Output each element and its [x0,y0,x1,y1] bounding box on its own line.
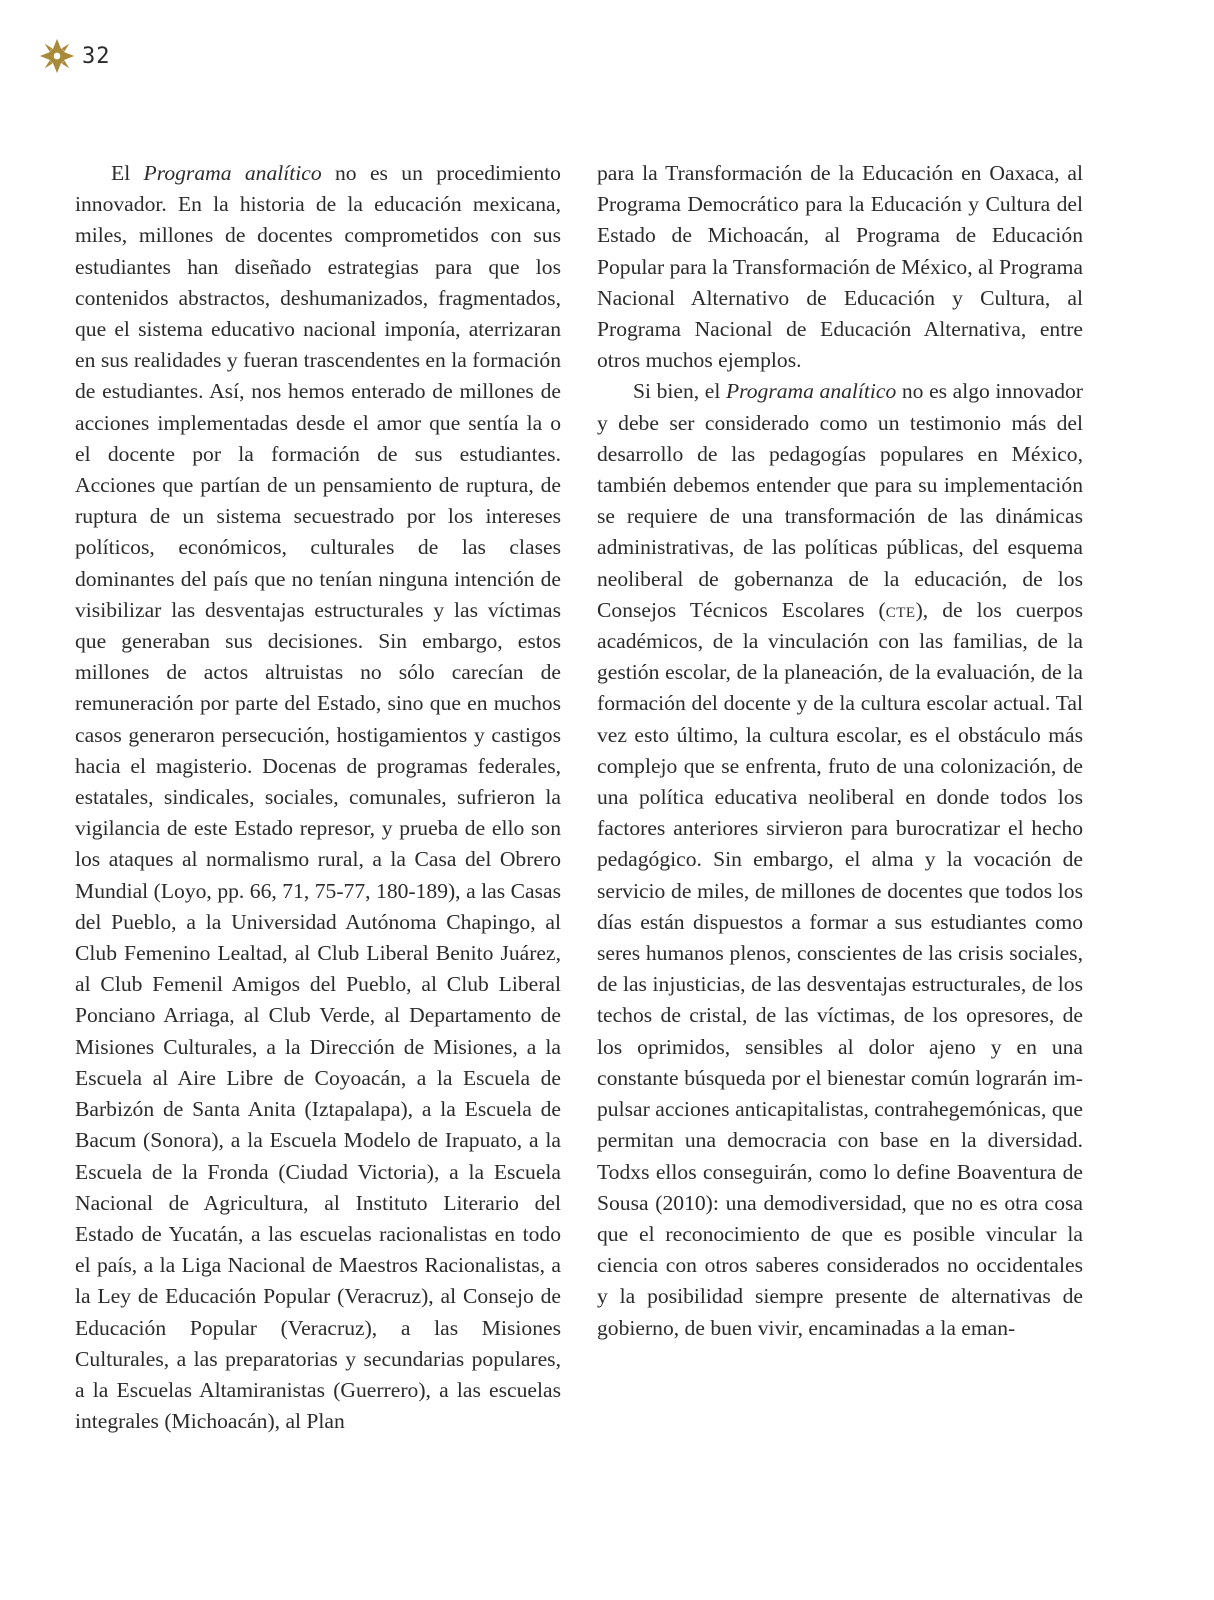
abbreviation: cte [885,597,916,622]
left-column [75,158,561,1437]
body-paragraph: Si bien, el Programa analítico no es algo innovador y debe ser considerado como un testimonio más del desarrollo de las pedagogías populares en México, también debemos entender que para su implementación se requiere de una transformación de las dinámicas administrativas, de las políticas públicas, del esquema neoliberal de gobernanza de la educación, de los Consejos Técnicos Escolares (cte), de los cuerpos académicos, de la vinculación con las familias, de la gestión escolar, de la planeación, de la evaluación, de la formación del docente y de la cultura escolar actual. Tal vez esto último, la cultura escolar, es el obstáculo más complejo que se enfrenta, fruto de una colonización, de una política educativa neoliberal en donde todos los factores anteriores sirvieron para burocratizar el hecho pedagógico. Sin embargo, el alma y la vocación de servicio de miles, de millones de docentes que todos los días están dispuestos a formar a sus estudiantes como seres humanos plenos, conscientes de las crisis sociales, de las injusticias, de las desventajas estructurales, de los techos de cristal, de las víctimas, de los opresores, de los oprimidos, sensibles al dolor ajeno y en una constante búsqueda por el bienestar común lograrán impulsar acciones anticapitalistas, contrahegemónicas, que permitan una democracia con base en la diversidad. Todxs ellos conseguirán, como lo define Boaventura de Sousa (2010): una demodiversidad, que no es otra cosa que el reconocimiento de que es posible vincular la ciencia con otros saberes considerados no occidentales y la posibilidad siempre presente de alternativas de gobierno, de buen vivir, encaminadas a la eman- [597,379,1083,1340]
ornament-flower-icon [38,37,76,75]
emphasis-text: Programa analítico [143,161,322,185]
page-number: 32 [82,43,111,69]
body-paragraph: El Programa analítico no es un procedimiento innovador. En la historia de la educación mexicana, miles, millones de docentes comprometidos con sus estudiantes han diseñado estrategias para que los contenidos abstractos, deshumanizados, fragmentados, que el sistema educativo nacional imponía, aterrizaran en sus realidades y fueran trascendentes en la formación de estudiantes. Así, nos hemos enterado de millones de acciones implementadas desde el amor que sentía la o el docente por la formación de sus estudiantes. Acciones que partían de un pensamiento de ruptura, de ruptura de un sistema secuestrado por los intereses políticos, económicos, culturales de las clases dominantes del país que no tenían ninguna intención de visibilizar las desventajas estructurales y las víctimas que generaban sus decisiones. Sin embargo, estos millones de actos altruistas no sólo carecían de remuneración por parte del Estado, sino que en muchos casos generaron persecución, hostigamientos y castigos hacia el magisterio. Docenas de programas federales, estatales, sindicales, sociales, comunales, sufrieron la vigilancia de este Estado represor, y prueba de ello son los ataques al normalismo rural, a la Casa del Obrero Mundial (Loyo, pp. 66, 71, 75-77, 180-189), a las Casas del Pueblo, a la Universidad Autónoma Chapingo, al Club Femenino Lealtad, al Club Liberal Benito Juárez, al Club Femenil Amigos del Pueblo, al Club Liberal Ponciano Arriaga, al Club Verde, al Departamento de Misiones Culturales, a la Dirección de Misiones, a la Escuela al Aire Libre de Coyoacán, a la Escuela de Barbizón de Santa Anita (Iztapalapa), a la Escuela de Bacum (Sonora), a la Escuela Modelo de Irapuato, a la Escuela de la Fronda (Ciudad Victoria), a la Escuela Nacional de Agricultura, al Instituto Literario del Estado de Yucatán, a las escuelas racionalistas en todo el país, a la Liga Nacional de Maestros Racionalistas, a la Ley de Educación Popular (Veracruz), al Consejo de Educación Popular (Veracruz), a las Misiones Culturales, a las preparatorias y secundarias populares, a la Escuelas Altamiranistas (Guerrero), a las escuelas integrales (Michoacán), al Plan [75,161,561,1434]
right-column [597,158,1083,1344]
emphasis-text: Programa analítico [725,379,897,404]
body-paragraph-continued: para la Transformación de la Educación en Oaxaca, al Programa Democrático para la Educación y Cultura del Estado de Michoacán, al Programa de Educación Popular para la Transformación de México, al Programa Nacional Alternativo de Educación y Cultura, al Programa Nacional de Educación Alternativa, entre otros muchos ejemplos. [597,161,1083,373]
page-header [38,36,111,76]
